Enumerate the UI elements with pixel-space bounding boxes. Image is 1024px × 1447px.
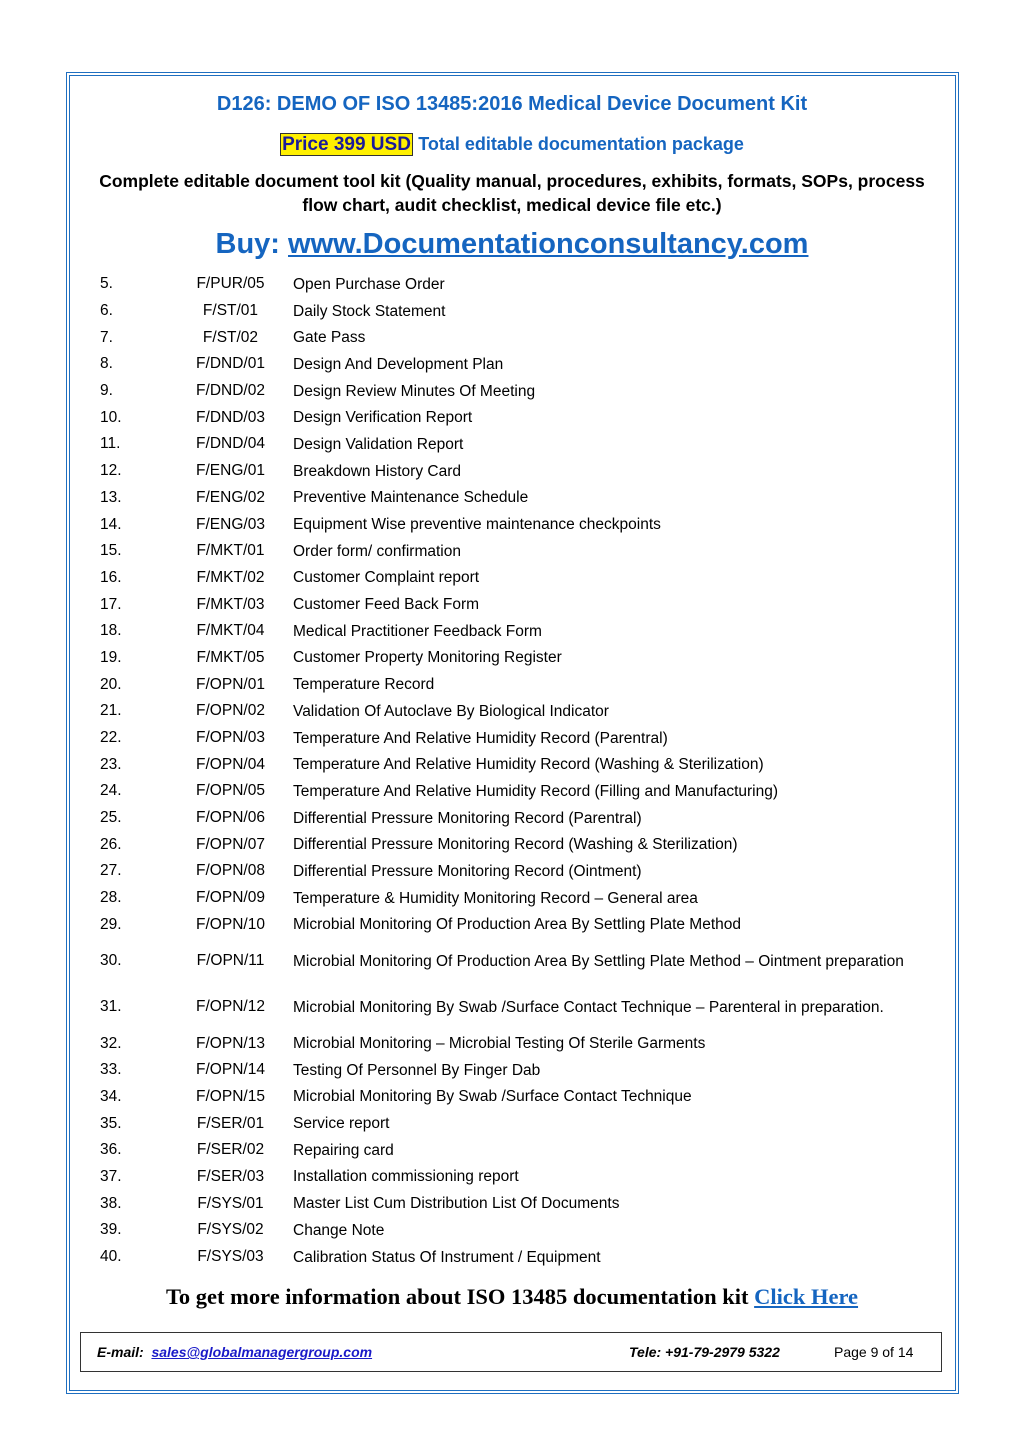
table-row (100, 912, 932, 939)
row-code: F/OPN/04 (196, 755, 265, 773)
table-row (100, 671, 932, 698)
row-number: 32. (100, 1034, 122, 1052)
row-code: F/ENG/02 (196, 488, 265, 506)
row-number: 34. (100, 1087, 122, 1105)
table-row (100, 1190, 932, 1217)
row-title: Open Purchase Order (293, 275, 445, 293)
row-number: 19. (100, 648, 122, 666)
footer-email (97, 1344, 372, 1360)
row-code: F/SYS/03 (197, 1248, 264, 1266)
row-title: Gate Pass (293, 329, 366, 347)
row-code: F/DND/01 (196, 355, 265, 373)
row-code: F/SER/02 (196, 1141, 265, 1159)
table-row (100, 698, 932, 725)
buy-line (0, 228, 1024, 261)
table-row (100, 458, 932, 485)
row-title: Design Validation Report (293, 435, 464, 453)
table-row (100, 778, 932, 805)
row-number: 23. (100, 755, 122, 773)
table-row (100, 511, 932, 538)
row-code: F/OPN/01 (196, 675, 265, 693)
email-label: E-mail: (97, 1344, 144, 1360)
row-code: F/DND/02 (196, 382, 265, 400)
table-row (100, 1137, 932, 1164)
row-title: Preventive Maintenance Schedule (293, 489, 529, 507)
row-code: F/SYS/01 (197, 1194, 264, 1212)
row-code: F/OPN/02 (196, 702, 265, 720)
row-code: F/MKT/03 (196, 595, 265, 613)
table-row (100, 431, 932, 458)
row-title: Design Review Minutes Of Meeting (293, 382, 536, 400)
row-number: 12. (100, 462, 122, 480)
row-code: F/OPN/08 (196, 862, 265, 880)
table-row (100, 1030, 932, 1057)
row-number: 30. (100, 952, 122, 970)
row-title: Microbial Monitoring By Swab /Surface Contact Technique – Parenteral in preparation. (293, 998, 884, 1016)
table-row (100, 1217, 932, 1244)
page-number: Page 9 of 14 (834, 1344, 914, 1360)
row-code: F/MKT/05 (196, 648, 265, 666)
table-row (100, 591, 932, 618)
table-row (100, 618, 932, 645)
row-code: F/DND/04 (196, 435, 265, 453)
row-number: 22. (100, 729, 122, 747)
row-number: 24. (100, 782, 122, 800)
table-row (100, 565, 932, 592)
table-row (100, 298, 932, 325)
row-code: F/ST/01 (202, 302, 259, 320)
email-link[interactable]: sales@globalmanagergroup.com (151, 1344, 373, 1360)
row-title: Customer Property Monitoring Register (293, 649, 562, 667)
row-code: F/SER/03 (196, 1167, 265, 1185)
table-row (100, 271, 932, 298)
row-number: 37. (100, 1167, 122, 1185)
row-code: F/OPN/06 (196, 809, 265, 827)
row-code: F/ENG/03 (196, 515, 265, 533)
row-number: 25. (100, 809, 122, 827)
buy-label: Buy: (215, 228, 289, 260)
row-code: F/DND/03 (196, 408, 265, 426)
price-badge: Price 399 USD (282, 134, 411, 155)
row-code: F/MKT/01 (196, 542, 265, 560)
table-row (100, 858, 932, 885)
row-code: F/OPN/07 (196, 835, 265, 853)
table-row (100, 324, 932, 351)
row-code: F/MKT/04 (196, 622, 265, 640)
table-row (100, 645, 932, 672)
more-info-text: To get more information about ISO 13485 documentation kit (165, 1284, 755, 1309)
row-code: F/OPN/15 (196, 1087, 265, 1105)
row-number: 14. (100, 515, 122, 533)
row-number: 38. (100, 1194, 122, 1212)
row-number: 35. (100, 1114, 122, 1132)
row-code: F/OPN/12 (196, 998, 265, 1016)
table-row (100, 725, 932, 752)
row-title: Microbial Monitoring By Swab /Surface Contact Technique (293, 1088, 692, 1106)
row-number: 31. (100, 998, 122, 1016)
table-row (100, 885, 932, 912)
row-code: F/OPN/09 (196, 889, 265, 907)
page-title: D126: DEMO OF ISO 13485:2016 Medical Device Document Kit (216, 93, 808, 115)
row-number: 40. (100, 1248, 122, 1266)
table-row (100, 984, 932, 1030)
row-title: Temperature Record (293, 676, 435, 694)
row-number: 8. (100, 355, 113, 373)
row-number: 10. (100, 408, 122, 426)
row-title: Differential Pressure Monitoring Record (Ointment) (293, 862, 642, 880)
table-row (100, 805, 932, 832)
row-title: Repairing card (293, 1141, 394, 1159)
row-title: Differential Pressure Monitoring Record (Parentral) (293, 809, 642, 827)
row-title: Temperature And Relative Humidity Record (Washing & Sterilization) (293, 756, 764, 774)
document-list (100, 271, 932, 1270)
more-info-line (0, 1284, 1024, 1310)
row-title: Change Note (293, 1221, 385, 1239)
table-row (100, 831, 932, 858)
row-number: 20. (100, 675, 122, 693)
kit-description: Complete editable document tool kit (Quality manual, procedures, exhibits, formats, SOPs, process flow chart, audit checklist, medical device file etc.) (99, 171, 925, 215)
row-code: F/SYS/02 (197, 1221, 264, 1239)
row-number: 17. (100, 595, 122, 613)
footer-telephone: Tele: +91-79-2979 5322 (629, 1344, 780, 1360)
row-title: Installation commissioning report (293, 1168, 519, 1186)
table-row (100, 1084, 932, 1111)
row-title: Differential Pressure Monitoring Record (Washing & Sterilization) (293, 836, 738, 854)
price-description: Total editable documentation package (418, 134, 744, 154)
row-number: 26. (100, 835, 122, 853)
table-row (100, 378, 932, 405)
row-number: 28. (100, 889, 122, 907)
row-number: 29. (100, 915, 122, 933)
row-title: Temperature And Relative Humidity Record (Filling and Manufacturing) (293, 782, 779, 800)
row-title: Temperature & Humidity Monitoring Record – General area (293, 889, 698, 907)
row-code: F/OPN/10 (196, 915, 265, 933)
row-number: 18. (100, 622, 122, 640)
table-row (100, 351, 932, 378)
table-row (100, 485, 932, 512)
row-code: F/OPN/05 (196, 782, 265, 800)
row-number: 33. (100, 1061, 122, 1079)
row-title: Service report (293, 1115, 390, 1133)
table-row (100, 938, 932, 984)
row-title: Equipment Wise preventive maintenance checkpoints (293, 516, 661, 534)
click-here-link[interactable]: Click Here (754, 1284, 859, 1309)
table-row (100, 404, 932, 431)
row-number: 39. (100, 1221, 122, 1239)
row-title: Design And Development Plan (293, 355, 504, 373)
row-code: F/OPN/14 (196, 1061, 265, 1079)
row-number: 11. (100, 435, 121, 453)
row-number: 36. (100, 1141, 122, 1159)
row-number: 13. (100, 488, 122, 506)
price-line (0, 131, 1024, 158)
row-code: F/ENG/01 (196, 462, 265, 480)
row-code: F/OPN/13 (196, 1034, 265, 1052)
row-number: 7. (100, 328, 113, 346)
row-number: 9. (100, 382, 113, 400)
row-title: Daily Stock Statement (293, 302, 446, 320)
table-row (100, 1164, 932, 1191)
row-title: Master List Cum Distribution List Of Documents (293, 1195, 620, 1213)
row-code: F/SER/01 (196, 1114, 265, 1132)
row-title: Customer Feed Back Form (293, 596, 480, 614)
row-title: Calibration Status Of Instrument / Equipment (293, 1248, 601, 1266)
row-code: F/ST/02 (202, 328, 259, 346)
table-row (100, 1244, 932, 1271)
buy-link[interactable]: www.Documentationconsultancy.com (288, 228, 809, 260)
row-title: Breakdown History Card (293, 462, 461, 480)
row-title: Medical Practitioner Feedback Form (293, 622, 542, 640)
row-title: Microbial Monitoring Of Production Area By Settling Plate Method – Ointment preparation (293, 952, 904, 970)
row-number: 21. (100, 702, 122, 720)
row-title: Design Verification Report (293, 409, 473, 427)
table-row (100, 538, 932, 565)
row-number: 5. (100, 275, 113, 293)
row-title: Validation Of Autoclave By Biological Indicator (293, 702, 609, 720)
row-code: F/OPN/03 (196, 729, 265, 747)
row-title: Microbial Monitoring Of Production Area By Settling Plate Method (293, 916, 742, 934)
table-row (100, 1110, 932, 1137)
row-title: Customer Complaint report (293, 569, 480, 587)
row-number: 6. (100, 302, 113, 320)
table-row (100, 1057, 932, 1084)
table-row (100, 751, 932, 778)
row-code: F/OPN/11 (196, 952, 265, 970)
row-title: Order form/ confirmation (293, 542, 461, 560)
row-code: F/PUR/05 (196, 275, 265, 293)
row-number: 16. (100, 568, 122, 586)
row-number: 15. (100, 542, 122, 560)
row-title: Microbial Monitoring – Microbial Testing Of Sterile Garments (293, 1035, 706, 1053)
row-title: Testing Of Personnel By Finger Dab (293, 1061, 541, 1079)
row-title: Temperature And Relative Humidity Record (Parentral) (293, 729, 668, 747)
page-footer (80, 1332, 942, 1372)
row-number: 27. (100, 862, 122, 880)
row-code: F/MKT/02 (196, 568, 265, 586)
